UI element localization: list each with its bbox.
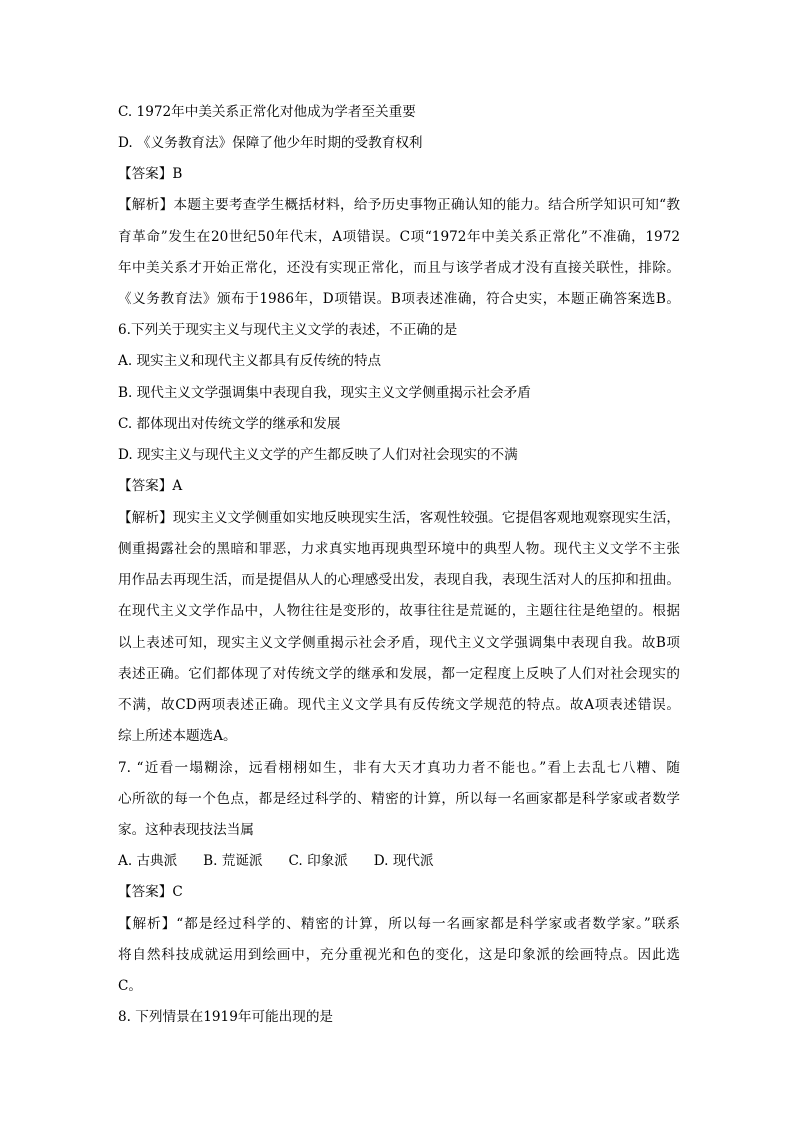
question-6-option-a: A. 现实主义和现代主义都具有反传统的特点 [118,353,382,369]
question-6-option-b: B. 现代主义文学强调集中表现自我，现实主义文学侧重揭示社会矛盾 [118,385,531,401]
answer-line: 【答案】B [118,166,183,182]
analysis-line: 用作品去再现生活，而是提倡从人的心理感受出发，表现自我，表现生活对人的压抑和扭曲。 [118,572,680,588]
analysis-line: 年中美关系才开始正常化，还没有实现正常化，而且与该学者成才没有直接关联性，排除。 [118,260,680,276]
option-c-line: C. 1972年中美关系正常化对他成为学者至关重要 [118,104,416,120]
analysis-line: 【解析】现实主义文学侧重如实地反映现实生活，客观性较强。它提倡客观地观察现实生活， [118,510,680,526]
question-6-option-d: D. 现实主义与现代主义文学的产生都反映了人们对社会现实的不满 [118,447,518,463]
analysis-line: C。 [118,978,142,994]
analysis-line: 表述正确。它们都体现了对传统文学的继承和发展，都一定程度上反映了人们对社会现实的 [118,666,680,682]
answer-line: 【答案】A [118,478,183,494]
question-7-stem: 7. “近看一塌糊涂，远看栩栩如生，非有大天才真功力者不能也。”看上去乱七八糟、随 [118,760,680,776]
analysis-line: 在现代主义文学作品中，人物往往是变形的，故事往往是荒诞的，主题往往是绝望的。根据 [118,603,680,619]
question-7-stem: 心所欲的每一个色点，都是经过科学的、精密的计算，所以每一名画家都是科学家或者数学 [118,791,680,807]
analysis-line: 以上表述可知，现实主义文学侧重揭示社会矛盾，现代主义文学强调集中表现自我。故B项 [118,635,680,651]
question-7-stem: 家。这种表现技法当属 [118,822,254,838]
question-7-options: A. 古典派 B. 荒诞派 C. 印象派 D. 现代派 [118,853,434,869]
analysis-line: 【解析】“都是经过科学的、精密的计算，所以每一名画家都是科学家或者数学家。”联系 [118,916,680,932]
question-6-option-c: C. 都体现出对传统文学的继承和发展 [118,416,341,432]
analysis-line: 不满，故CD两项表述正确。现代主义文学具有反传统文学规范的特点。故A项表述错误。 [118,697,680,713]
answer-line: 【答案】C [118,884,183,900]
question-8-stem: 8. 下列情景在1919年可能出现的是 [118,1009,334,1025]
analysis-line: 【解析】本题主要考查学生概括材料，给予历史事物正确认知的能力。结合所学知识可知“教 [118,197,680,213]
question-6-stem: 6.下列关于现实主义与现代主义文学的表述，不正确的是 [118,322,458,338]
analysis-line: 将自然科技成就运用到绘画中，充分重视光和色的变化，这是印象派的绘画特点。因此选 [118,947,680,963]
analysis-line: 综上所述本题选A。 [118,728,237,744]
analysis-line: 侧重揭露社会的黑暗和罪恶，力求真实地再现典型环境中的典型人物。现代主义文学不主张 [118,541,680,557]
option-d-line: D. 《义务教育法》保障了他少年时期的受教育权利 [118,135,423,151]
analysis-line: 育革命”发生在20世纪50年代末，A项错误。C项“1972年中美关系正常化”不准确，1972 [118,229,680,245]
analysis-line: 《义务教育法》颁布于1986年，D项错误。B项表述准确，符合史实，本题正确答案选B。 [118,291,680,307]
